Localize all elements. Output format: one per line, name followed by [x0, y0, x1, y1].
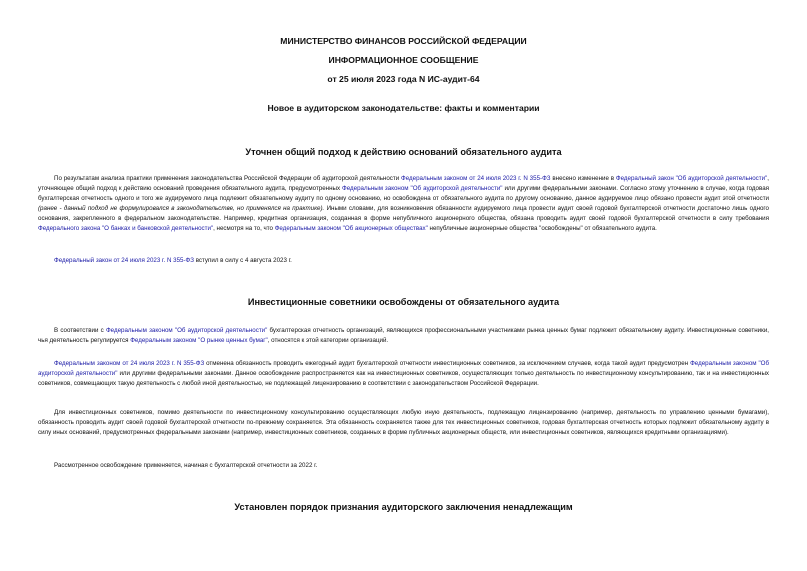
paragraph-advisers-intro: [38, 326, 769, 346]
link-securities-law[interactable]: Федеральным законом "О рынке ценных бумаг": [130, 337, 268, 345]
text: Иными словами, для возникновения обязанности аудируемого лица провести аудит своей годовой бухгалтерской отчетности достаточно лишь одного основания, закрепленного в федеральном законодательстве. Например, кредитная организация, созданная в форме непубличного акционерного общества, обязана проводить аудит своей годовой бухгалтерской отчетности в силу требования: [38, 205, 769, 223]
document-date: от 25 июля 2023 года N ИС-аудит-64: [327, 74, 480, 84]
link-law-355fz-3[interactable]: Федеральным законом от 24 июля 2023 г. N 355-ФЗ: [54, 360, 205, 367]
link-audit-law-2[interactable]: Федеральным законом "Об аудиторской деятельности": [342, 185, 503, 193]
link-law-355fz[interactable]: Федеральным законом от 24 июля 2023 г. N 355-ФЗ: [401, 175, 551, 182]
text: или другими федеральными законами. Согласно этому уточнению в случае, когда годовая бухгалтерская отчетность одного и того же аудируемого лица подлежит обязательному аудиту по одному основанию, но освобождена от обязательного аудита по другому основанию, данное аудируемое лицо обязано провести аудит этой отчетности: [38, 185, 769, 203]
paragraph-advisers-exemption: [38, 359, 769, 389]
document-subtitle: Новое в аудиторском законодательстве: факты и комментарии: [267, 103, 540, 113]
text: бухгалтерская отчетность организаций, являющихся профессиональными участниками рынка ценных бумаг подлежит обязательному аудиту. Инвестиционные советники, чья деятельность регулируется: [38, 327, 769, 345]
link-audit-law-3[interactable]: Федеральным законом "Об аудиторской деятельности": [105, 327, 268, 334]
link-joint-stock-law[interactable]: Федеральным законом "Об акционерных обществах": [274, 225, 428, 233]
editorial-note: (ранее - данный подход не формулировался в законодательстве, но применялся на практике).: [38, 205, 325, 213]
document-type: ИНФОРМАЦИОННОЕ СООБЩЕНИЕ: [328, 55, 479, 65]
ministry-heading: МИНИСТЕРСТВО ФИНАНСОВ РОССИЙСКОЙ ФЕДЕРАЦИИ: [280, 36, 527, 46]
paragraph-general-approach: [38, 174, 769, 235]
text: В соответствии с: [54, 327, 106, 334]
text: , уточняющее общий подход к действию оснований проведения обязательного аудита, предусмотренных: [38, 175, 769, 193]
link-banks-law[interactable]: Федерального закона "О банках и банковской деятельности": [38, 225, 214, 233]
section-title-investment-advisers: Инвестиционные советники освобождены от обязательного аудита: [247, 297, 560, 307]
paragraph-applicability: Рассмотренное освобождение применяется, начиная с бухгалтерской отчетности за 2022 г.: [54, 462, 318, 469]
text: , несмотря на то, что: [213, 225, 275, 233]
paragraph-effective-date: [38, 256, 769, 266]
text: непубличные акционерные общества "освобождены" от обязательного аудита.: [427, 225, 657, 233]
link-audit-law[interactable]: Федеральный закон "Об аудиторской деятельности": [615, 175, 768, 182]
text: внесено изменение в: [550, 175, 616, 182]
text: или другими федеральными законами. Данное освобождение распространяется как на инвестиционных советников, осуществляющих только деятельность по инвестиционному консультированию, так и на инвестиционных советников, совмещающих такую деятельность с любой иной деятельностью, не подлежащей лицензированию в соответствии с законодательством Российской Федерации.: [38, 370, 769, 388]
section-title-general-approach: Уточнен общий подход к действию оснований обязательного аудита: [245, 147, 562, 157]
text: , относятся к этой категории организаций.: [267, 337, 389, 345]
text: отменена обязанность проводить ежегодный аудит бухгалтерской отчетности инвестиционных советников, за исключением случаев, когда такой аудит предусмотрен: [204, 360, 691, 367]
section-title-audit-report: Установлен порядок признания аудиторского заключения ненадлежащим: [234, 502, 573, 512]
link-law-355fz-2[interactable]: Федеральный закон от 24 июля 2023 г. N 355-ФЗ: [54, 257, 194, 264]
text: По результатам анализа практики применения законодательства Российской Федерации об аудиторской деятельности: [54, 175, 402, 182]
paragraph-advisers-exceptions: Для инвестиционных советников, помимо деятельности по инвестиционному консультированию осуществляющих любую иную деятельность, подлежащую лицензированию (например, деятельность по управлению ценными бумагами), обязанность проводить аудит своей годовой бухгалтерской отчетности по-прежнему сохраняется. Эта обязанность сохраняется также для тех инвестиционных советников, годовая бухгалтерская отчетность которых подлежит обязательному аудиту в силу иных оснований, предусмотренных федеральными законами (например, инвестиционных советников, созданных в форме публичных акционерных обществ, или инвестиционных советников, являющихся кредитными организациями).: [38, 409, 769, 437]
text: вступил в силу с 4 августа 2023 г.: [193, 257, 292, 264]
link-audit-law-4[interactable]: Федеральным законом "Об аудиторской деятельности": [38, 360, 769, 378]
